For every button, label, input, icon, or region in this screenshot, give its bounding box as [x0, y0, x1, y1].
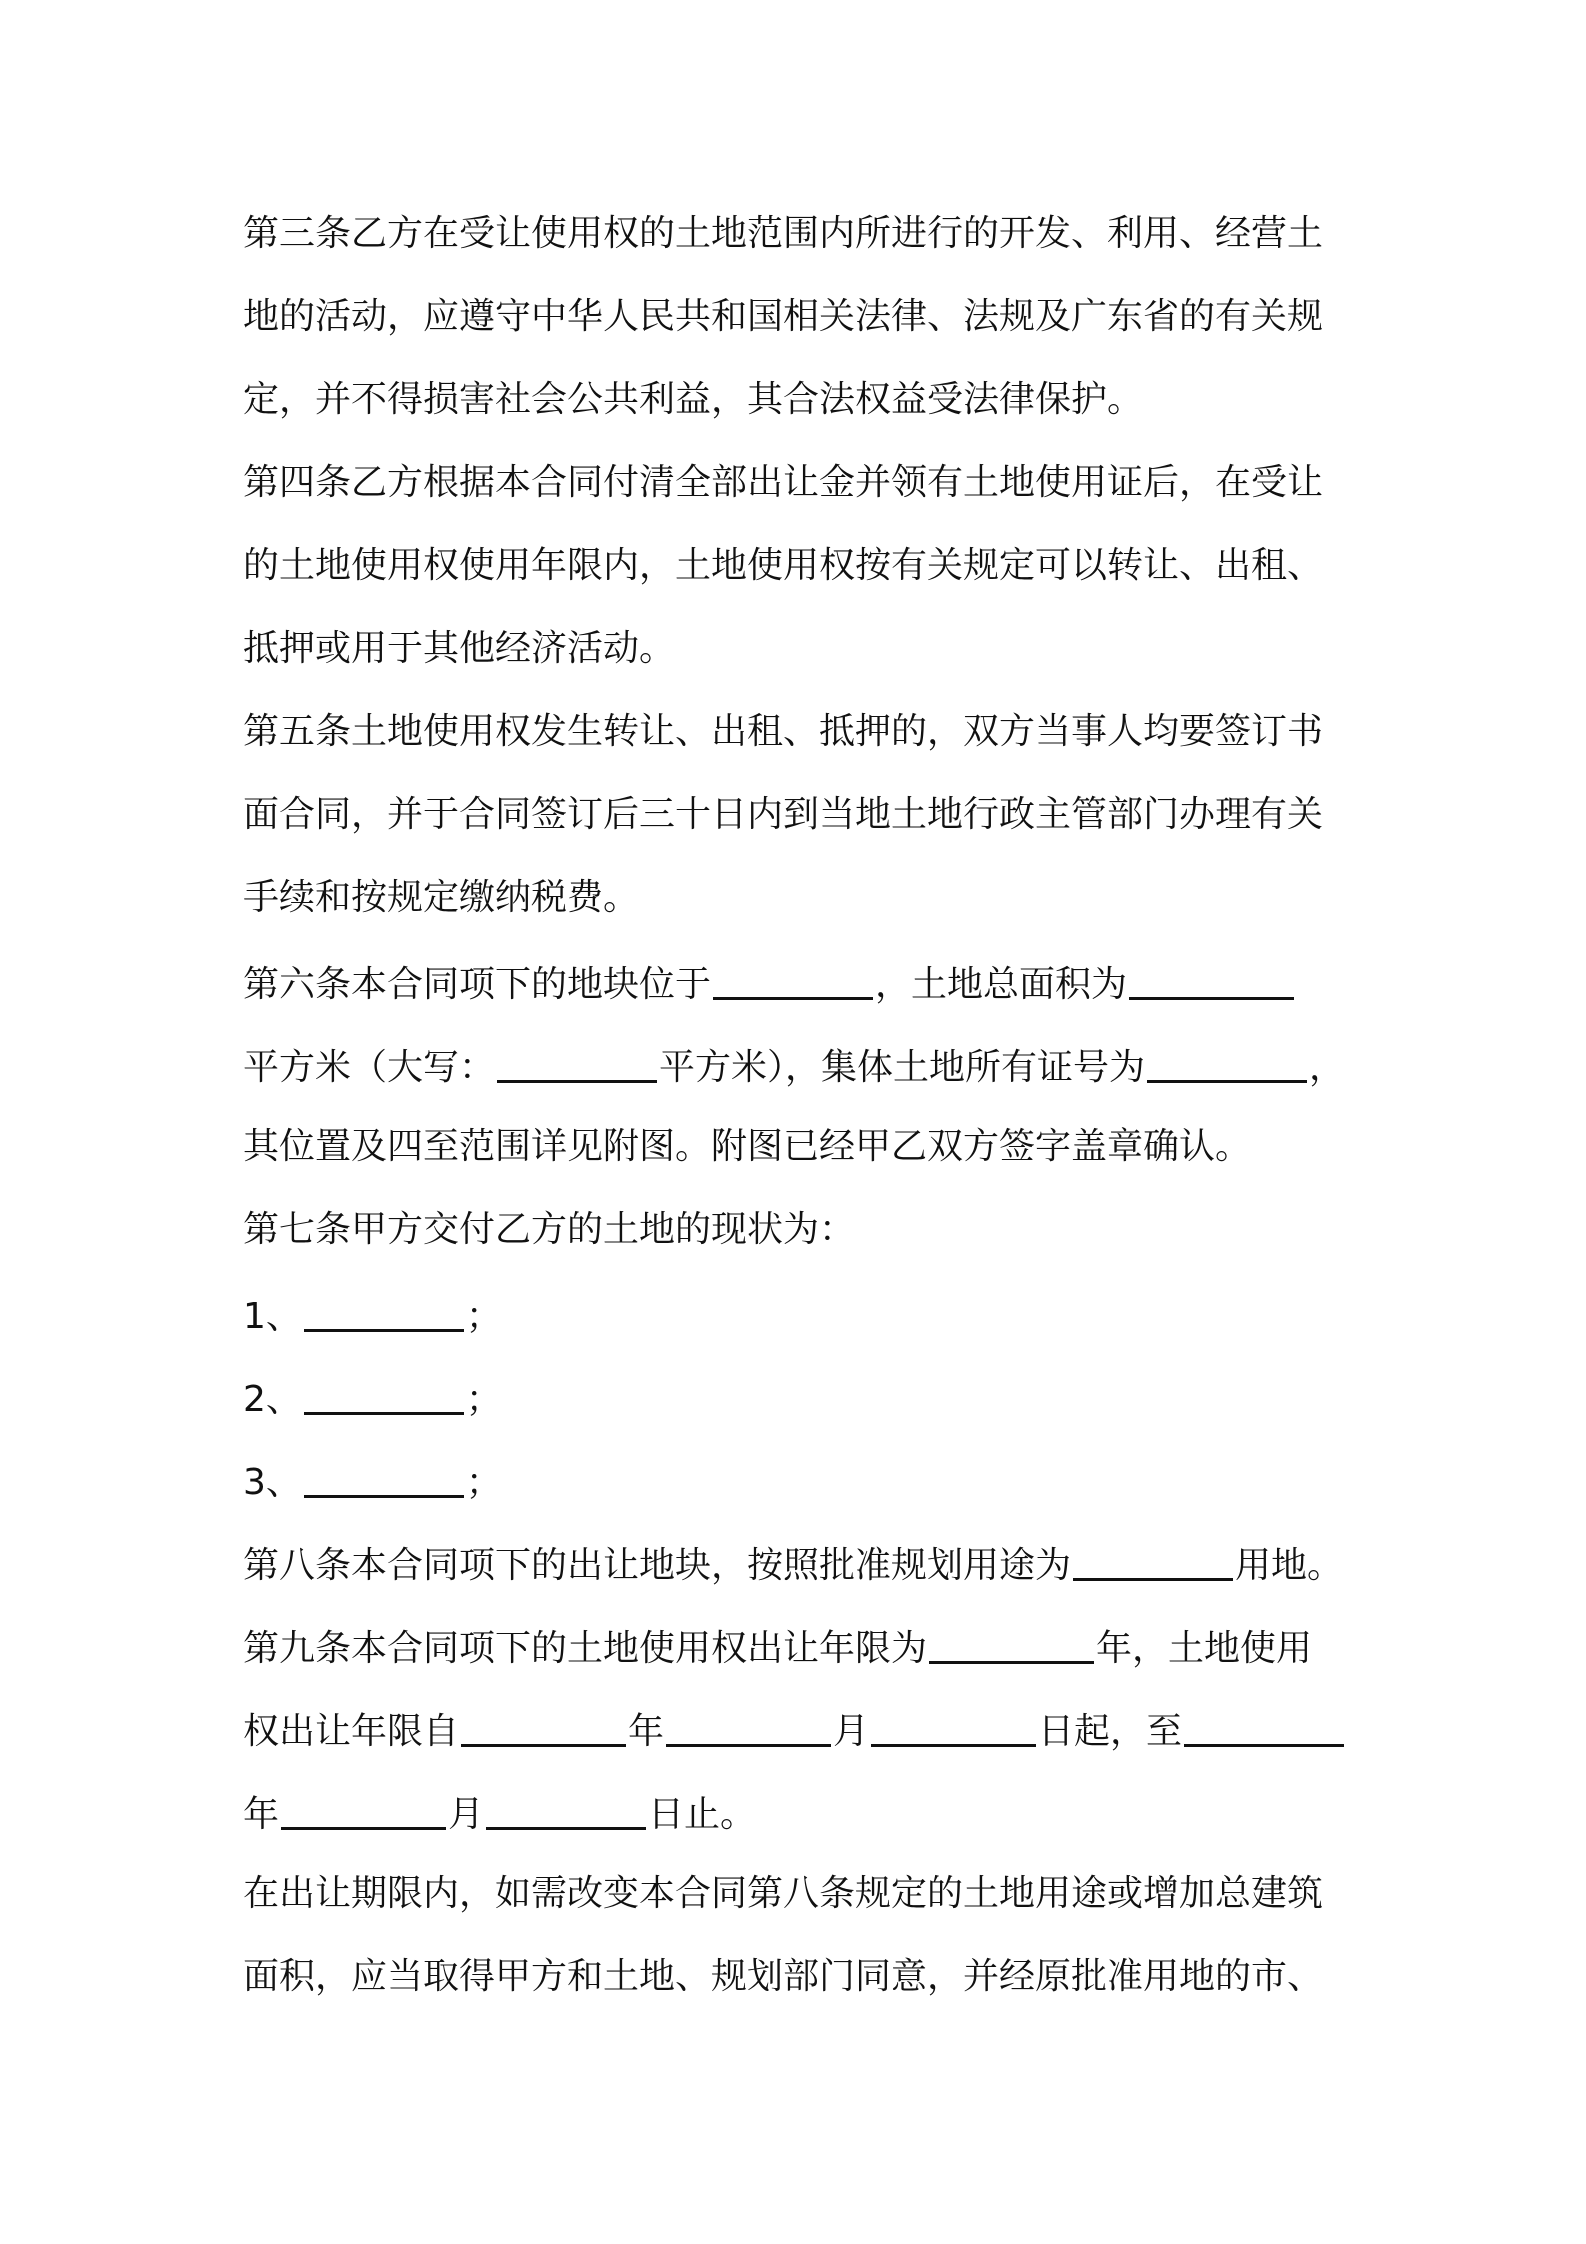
start-month-blank[interactable] — [666, 1710, 831, 1747]
article-4-line-1: 第四条乙方根据本合同付清全部出让金并领有土地使用证后，在受让 — [243, 462, 1324, 503]
article-9-text-a: 第九条本合同项下的土地使用权出让年限为 — [243, 1628, 928, 1669]
article-5-line-2: 面合同，并于合同签订后三十日内到当地土地行政主管部门办理有关 — [243, 794, 1324, 835]
article-9-line-2 — [243, 1706, 1346, 1754]
total-area-blank[interactable] — [1129, 963, 1294, 1000]
article-6-text-c: 平方米（大写： — [243, 1047, 496, 1088]
status-item-3-number: 3、 — [243, 1462, 302, 1503]
term-years-blank[interactable] — [929, 1627, 1094, 1664]
article-8-text-b: 用地。 — [1235, 1545, 1344, 1586]
paragraph-line-1: 在出让期限内，如需改变本合同第八条规定的土地用途或增加总建筑 — [243, 1873, 1324, 1914]
status-item-2-end: ； — [465, 1379, 502, 1420]
status-item-1-number: 1、 — [243, 1296, 302, 1337]
article-8-text-a: 第八条本合同项下的出让地块，按照批准规划用途为 — [243, 1545, 1072, 1586]
article-4-line-2: 的土地使用权使用年限内，土地使用权按有关规定可以转让、出租、 — [243, 545, 1324, 586]
status-item-3 — [243, 1457, 502, 1505]
article-6-text-b: ，土地总面积为 — [875, 964, 1128, 1005]
article-9-text-g: 年 — [243, 1794, 280, 1835]
end-year-blank[interactable] — [1184, 1710, 1344, 1747]
article-6-text-a: 第六条本合同项下的地块位于 — [243, 964, 712, 1005]
article-7-line-1: 第七条甲方交付乙方的土地的现状为： — [243, 1209, 856, 1250]
article-9-text-d: 年 — [628, 1711, 665, 1752]
article-9-text-h: 月 — [448, 1794, 485, 1835]
certificate-number-blank[interactable] — [1147, 1046, 1307, 1083]
end-month-blank[interactable] — [281, 1793, 446, 1830]
article-9-text-i: 日止。 — [648, 1794, 757, 1835]
status-item-3-blank[interactable] — [304, 1461, 464, 1498]
start-year-blank[interactable] — [461, 1710, 626, 1747]
status-item-1 — [243, 1291, 502, 1339]
status-item-3-end: ； — [465, 1462, 502, 1503]
article-3-line-3: 定，并不得损害社会公共利益，其合法权益受法律保护。 — [243, 379, 1144, 420]
end-day-blank[interactable] — [486, 1793, 646, 1830]
article-3-line-2: 地的活动，应遵守中华人民共和国相关法律、法规及广东省的有关规 — [243, 296, 1324, 337]
status-item-1-blank[interactable] — [304, 1295, 464, 1332]
article-6-line-3: 其位置及四至范围详见附图。附图已经甲乙双方签字盖章确认。 — [243, 1126, 1252, 1167]
status-item-2-number: 2、 — [243, 1379, 302, 1420]
article-9-line-1 — [243, 1623, 1312, 1671]
land-use-blank[interactable] — [1073, 1544, 1233, 1581]
article-5-line-1: 第五条土地使用权发生转让、出租、抵押的，双方当事人均要签订书 — [243, 711, 1324, 752]
status-item-2 — [243, 1374, 502, 1422]
article-9-text-f: 日起，至 — [1038, 1711, 1183, 1752]
article-6-line-2 — [243, 1042, 1345, 1090]
article-9-text-c: 权出让年限自 — [243, 1711, 460, 1752]
article-3-line-1: 第三条乙方在受让使用权的土地范围内所进行的开发、利用、经营土 — [243, 213, 1324, 254]
article-6-line-1 — [243, 959, 1296, 1007]
article-6-text-d: 平方米），集体土地所有证号为 — [659, 1047, 1146, 1088]
start-day-blank[interactable] — [871, 1710, 1036, 1747]
status-item-2-blank[interactable] — [304, 1378, 464, 1415]
location-blank[interactable] — [713, 963, 873, 1000]
article-4-line-3: 抵押或用于其他经济活动。 — [243, 628, 676, 669]
article-9-text-b: 年，土地使用 — [1096, 1628, 1313, 1669]
article-6-text-e: ， — [1309, 1047, 1346, 1088]
paragraph-line-2: 面积，应当取得甲方和土地、规划部门同意，并经原批准用地的市、 — [243, 1956, 1324, 1997]
article-9-text-e: 月 — [833, 1711, 870, 1752]
article-9-line-3 — [243, 1789, 756, 1837]
article-5-line-3: 手续和按规定缴纳税费。 — [243, 877, 640, 918]
area-uppercase-blank[interactable] — [497, 1046, 657, 1083]
status-item-1-end: ； — [465, 1296, 502, 1337]
article-8-line-1 — [243, 1540, 1343, 1588]
